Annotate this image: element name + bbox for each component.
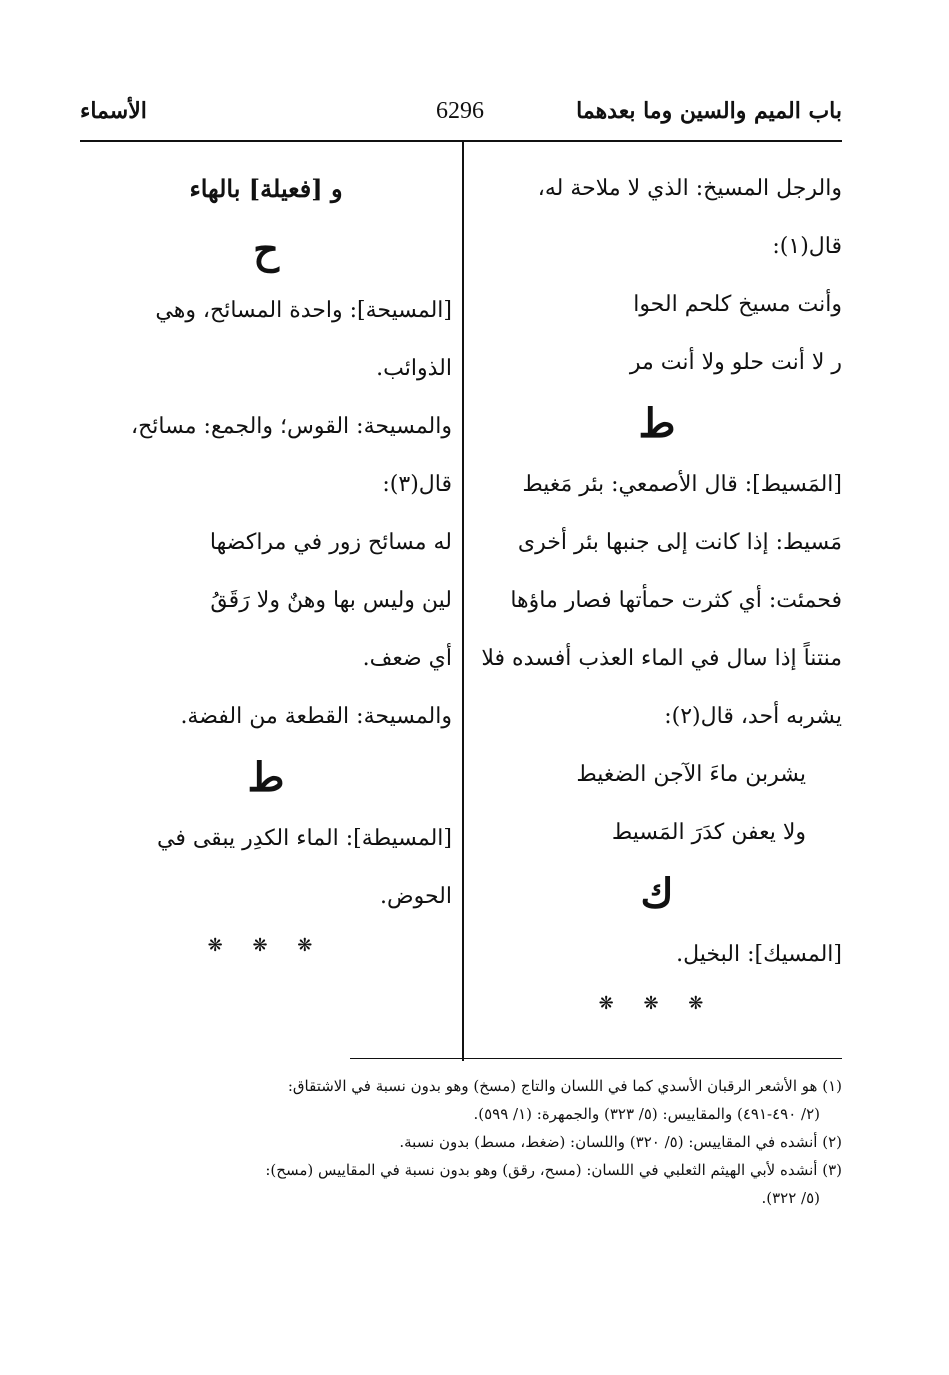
left-column [80,160,452,966]
page-header [80,98,842,144]
footnote-rule [350,1058,842,1059]
text-line: والمسيحة: القطعة من الفضة. [180,704,452,729]
section-letter: ك [640,870,674,917]
footnote-1: (١) هو الأشعر الرقبان الأسدي كما في اللسان والتاج (مسخ) وهو بدون نسبة في الاشتقاق: [287,1077,842,1095]
text-line: يشربه أحد، قال(٢): [664,704,842,729]
chapter-title: باب الميم والسين وما بعدهما [576,98,842,124]
right-column [472,160,842,1024]
section-letter: ح [253,226,279,273]
footnote-2: (٢) أنشده في المقاييس: (٥/ ٣٢٠) واللسان: (ضغط، مسط) بدون نسبة. [399,1133,842,1151]
section-title: الأسماء [80,98,147,124]
text-line: مَسيط: إذا كانت إلى جنبها بئر أخرى [517,530,842,555]
text-line: والرجل المسيخ: الذي لا ملاحة له، [537,176,842,201]
text-line: [المسيطة]: الماء الكدِر يبقى في [157,826,452,851]
footnote-3-cont: (٥/ ٣٢٢). [761,1189,820,1207]
text-line: قال(١): [772,234,842,259]
verse-line: لين وليس بها وهنٌ ولا رَقَقُ [210,588,452,613]
verse-line: ر لا أنت حلو ولا أنت مر [629,350,842,375]
subsection-title: و [فعيلة] بالهاء [189,174,343,203]
verse-line: يشربن ماءَ الآجن الضغيط [576,762,806,787]
footnote-3: (٣) أنشده لأبي الهيثم الثعلبي في اللسان: (مسح، رقق) وهو بدون نسبة في المقاييس (مسح): [265,1161,842,1179]
text-line: قال(٣): [382,472,452,497]
header-rule [80,140,842,142]
section-end-stars: ❋ ❋ ❋ [598,993,716,1014]
text-line: منتناً إذا سال في الماء العذب أفسده فلا [481,646,842,671]
page-number: 6296 [436,98,484,124]
column-divider [462,141,464,1061]
verse-line: وأنت مسيخ كلحم الحوا [633,292,842,317]
verse-line: ولا يعفن كدَرَ المَسيط [611,820,806,845]
text-line: فحمئت: أي كثرت حمأتها فصار ماؤها [510,588,842,613]
footnotes [80,1072,842,1212]
text-line: [المسيك]: البخيل. [676,942,842,967]
text-line: [المَسيط]: قال الأصمعي: بئر مَغيط [522,472,842,497]
verse-line: له مسائح زور في مراكضها [209,530,452,555]
text-line: الحوض. [380,884,452,909]
text-line: والمسيحة: القوس؛ والجمع: مسائح، [131,414,452,439]
text-line: أي ضعف. [362,646,452,671]
section-letter: ط [638,400,676,447]
text-line: [المسيحة]: واحدة المسائح، وهي [155,298,452,323]
section-end-stars: ❋ ❋ ❋ [207,935,325,956]
section-letter: ط [247,754,285,801]
text-line: الذوائب. [376,356,452,381]
footnote-1-cont: (٢/ ٤٩٠-٤٩١) والمقاييس: (٥/ ٣٢٣) والجمهرة: (١/ ٥٩٩). [473,1105,820,1123]
